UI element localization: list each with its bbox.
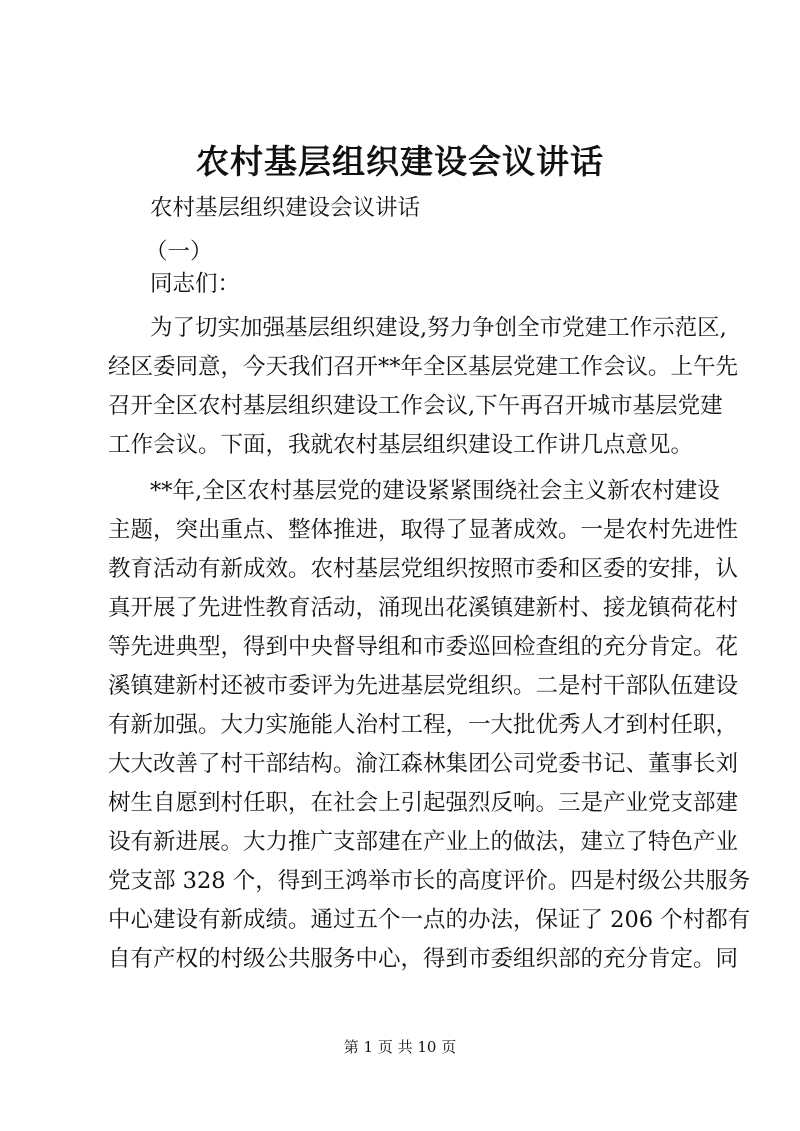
section-number-line: （一） — [145, 239, 213, 265]
body-line: 经区委同意，今天我们召开**年全区基层党建工作会议。上午先 — [108, 354, 739, 380]
page-number: 第 1 页 共 10 页 — [343, 1038, 457, 1056]
body-line: 树生自愿到村任职，在社会上引起强烈反响。三是产业党支部建 — [108, 790, 739, 816]
salutation-line: 同志们： — [150, 271, 241, 297]
document-title: 农村基层组织建设会议讲话 — [196, 142, 604, 181]
body-line: 为了切实加强基层组织建设,努力争创全市党建工作示范区, — [150, 315, 727, 341]
body-line: 工作会议。下面，我就农村基层组织建设工作讲几点意见。 — [108, 432, 694, 458]
body-line: 等先进典型，得到中央督导组和市委巡回检查组的充分肯定。花 — [108, 634, 739, 660]
body-line: 教育活动有新成效。农村基层党组织按照市委和区委的安排，认 — [108, 556, 739, 582]
body-line: 设有新进展。大力推广支部建在产业上的做法，建立了特色产业 — [108, 829, 739, 855]
body-line: 大大改善了村干部结构。渝江森林集团公司党委书记、董事长刘 — [108, 751, 739, 777]
body-line: 自有产权的村级公共服务中心，得到市委组织部的充分肯定。同 — [108, 946, 739, 972]
subtitle-line: 农村基层组织建设会议讲话 — [150, 195, 421, 221]
body-line: 召开全区农村基层组织建设工作会议,下午再召开城市基层党建 — [108, 393, 723, 419]
body-line: 中心建设有新成绩。通过五个一点的办法，保证了 206 个村都有 — [108, 907, 751, 933]
body-line: 党支部 328 个，得到王鸿举市长的高度评价。四是村级公共服务 — [108, 868, 751, 894]
body-line: 真开展了先进性教育活动，涌现出花溪镇建新村、接龙镇荷花村 — [108, 595, 739, 621]
body-line: 主题，突出重点、整体推进，取得了显著成效。一是农村先进性 — [108, 517, 739, 543]
body-line: **年,全区农村基层党的建设紧紧围绕社会主义新农村建设 — [150, 478, 720, 504]
body-line: 有新加强。大力实施能人治村工程，一大批优秀人才到村任职， — [108, 712, 739, 738]
body-line: 溪镇建新村还被市委评为先进基层党组织。二是村干部队伍建设 — [108, 673, 739, 699]
